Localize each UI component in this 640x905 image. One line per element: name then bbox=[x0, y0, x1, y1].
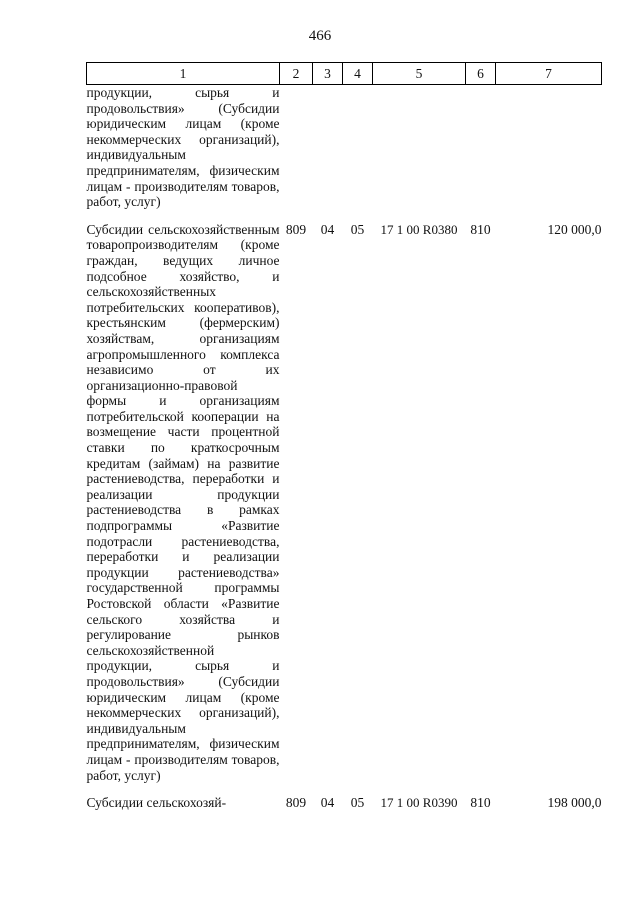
header-cell-expense-type: 6 bbox=[466, 63, 496, 85]
row-amount bbox=[496, 85, 602, 210]
row-expense-type: 810 bbox=[470, 221, 491, 237]
row-subsection bbox=[343, 85, 373, 210]
row-spacer bbox=[87, 783, 602, 795]
row-section bbox=[313, 85, 343, 210]
row-target-article: 17 1 00 R0390 bbox=[380, 795, 458, 811]
row-ministry bbox=[280, 85, 313, 210]
header-cell-target-article: 5 bbox=[373, 63, 466, 85]
row-section: 04 bbox=[320, 795, 335, 811]
page-number: 466 bbox=[308, 28, 332, 44]
row-expense-type bbox=[466, 85, 496, 210]
row-description: Субсидии сельскохозяй- bbox=[86, 795, 227, 811]
row-expense-type: 810 bbox=[470, 795, 491, 811]
row-description: Субсидии сельскохозяйственным товаропроизводителям (кроме граждан, ведущих личное подсобное хозяйство, и сельскохозяйственных потребительских кооперативов), крестьянским (фермерским) хозяйствам, организациям агропромышленного комплекса независимо от их организационно-правовой формы и организациям потребительской кооперации на возмещение части процентной ставки по краткосрочным кредитам (займам) на развитие растениеводства, переработки и реализации продукции растениеводства в рамках подпрограммы «Развитие подотрасли растениеводства, переработки и реализации продукции растениеводства» государственной программы Ростовской области «Развитие сельского хозяйства и регулирование рынков сельскохозяйственной продукции, сырья и продовольствия» (Субсидии юридическим лицам (кроме некоммерческих организаций), индивидуальным предпринимателям, физическим лицам - производителям товаров, работ, услуг) bbox=[86, 221, 280, 783]
budget-table bbox=[86, 62, 602, 811]
row-target-article: 17 1 00 R0380 bbox=[380, 221, 458, 237]
row-subsection: 05 bbox=[350, 221, 365, 237]
header-cell-amount: 7 bbox=[496, 63, 602, 85]
header-cell-subsection: 4 bbox=[343, 63, 373, 85]
header-row bbox=[87, 63, 602, 85]
table-row bbox=[87, 222, 602, 783]
row-spacer bbox=[87, 210, 602, 222]
header-cell-ministry: 2 bbox=[280, 63, 313, 85]
table-row bbox=[87, 85, 602, 210]
header-cell-description: 1 bbox=[87, 63, 280, 85]
row-target-article bbox=[373, 85, 466, 210]
row-section: 04 bbox=[320, 221, 335, 237]
row-description: продукции, сырья и продовольствия» (Субсидии юридическим лицам (кроме некоммерческих организаций), индивидуальным предпринимателям, физическим лицам - производителям товаров, работ, услуг) bbox=[86, 85, 280, 210]
row-amount: 120 000,0 bbox=[547, 221, 602, 237]
row-ministry: 809 bbox=[285, 795, 307, 811]
row-amount: 198 000,0 bbox=[547, 795, 602, 811]
table-row bbox=[87, 795, 602, 811]
row-subsection: 05 bbox=[350, 795, 365, 811]
row-ministry: 809 bbox=[285, 221, 307, 237]
header-cell-section: 3 bbox=[313, 63, 343, 85]
